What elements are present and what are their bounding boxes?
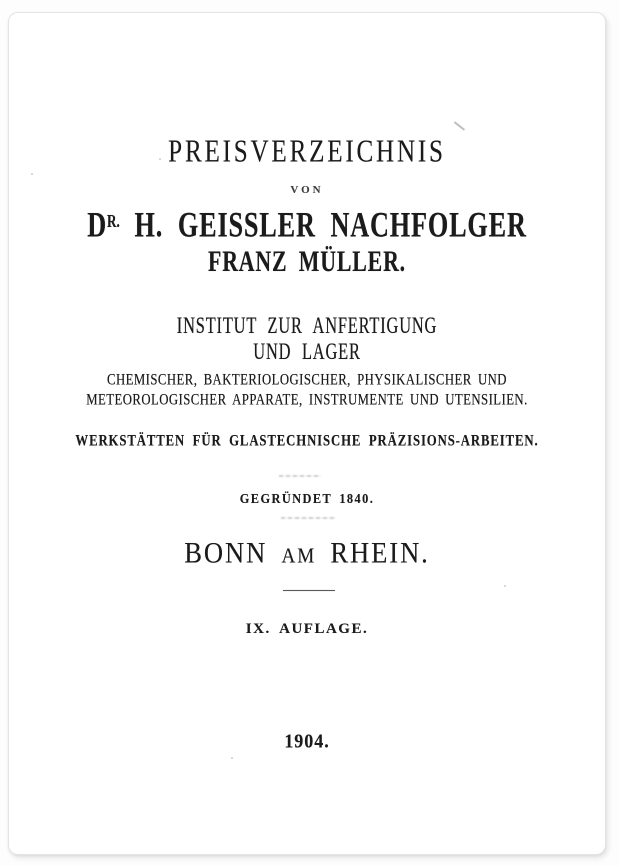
byline-von: VON <box>290 184 324 196</box>
scanned-title-page <box>8 12 606 855</box>
scan-speck <box>231 757 233 759</box>
proprietor-name-line2: FRANZ MÜLLER. <box>208 245 406 278</box>
founded-line: GEGRÜNDET 1840. <box>239 490 375 507</box>
workshops-line: WERKSTÄTTEN FÜR GLASTECHNISCHE PRÄZISIONS-ARBEITEN. <box>75 432 539 450</box>
scan-speck <box>31 173 33 175</box>
faded-ornament-rule-top <box>279 475 321 477</box>
edition-line: IX. AUFLAGE. <box>245 621 369 637</box>
city-word1: BONN <box>184 537 268 570</box>
year-line: 1904. <box>284 730 330 753</box>
city-word3: RHEIN. <box>330 537 430 570</box>
city-line <box>24 536 590 571</box>
faded-ornament-rule-bottom <box>281 517 335 519</box>
description-line2: METEOROLOGISCHER APPARATE, INSTRUMENTE UND UTENSILIEN. <box>86 390 528 409</box>
catalogue-title: PREISVERZEICHNIS <box>168 133 446 169</box>
scan-speck <box>504 585 506 587</box>
city-word2: AM <box>281 544 317 568</box>
proprietor-name-rest: H. GEISSLER NACHFOLGER <box>134 203 527 245</box>
proprietor-name-d: D <box>87 203 108 245</box>
scan-speck <box>159 158 161 160</box>
divider-rule <box>283 590 335 591</box>
proprietor-name <box>63 203 552 246</box>
scan-artifact-stroke <box>454 121 465 130</box>
description-line1: CHEMISCHER, BAKTERIOLOGISCHER, PHYSIKALISCHER UND <box>107 370 507 389</box>
institute-line2: UND LAGER <box>253 339 361 365</box>
institute-line1: INSTITUT ZUR ANFERTIGUNG <box>176 313 438 339</box>
proprietor-name-superscript: R. <box>107 212 120 232</box>
